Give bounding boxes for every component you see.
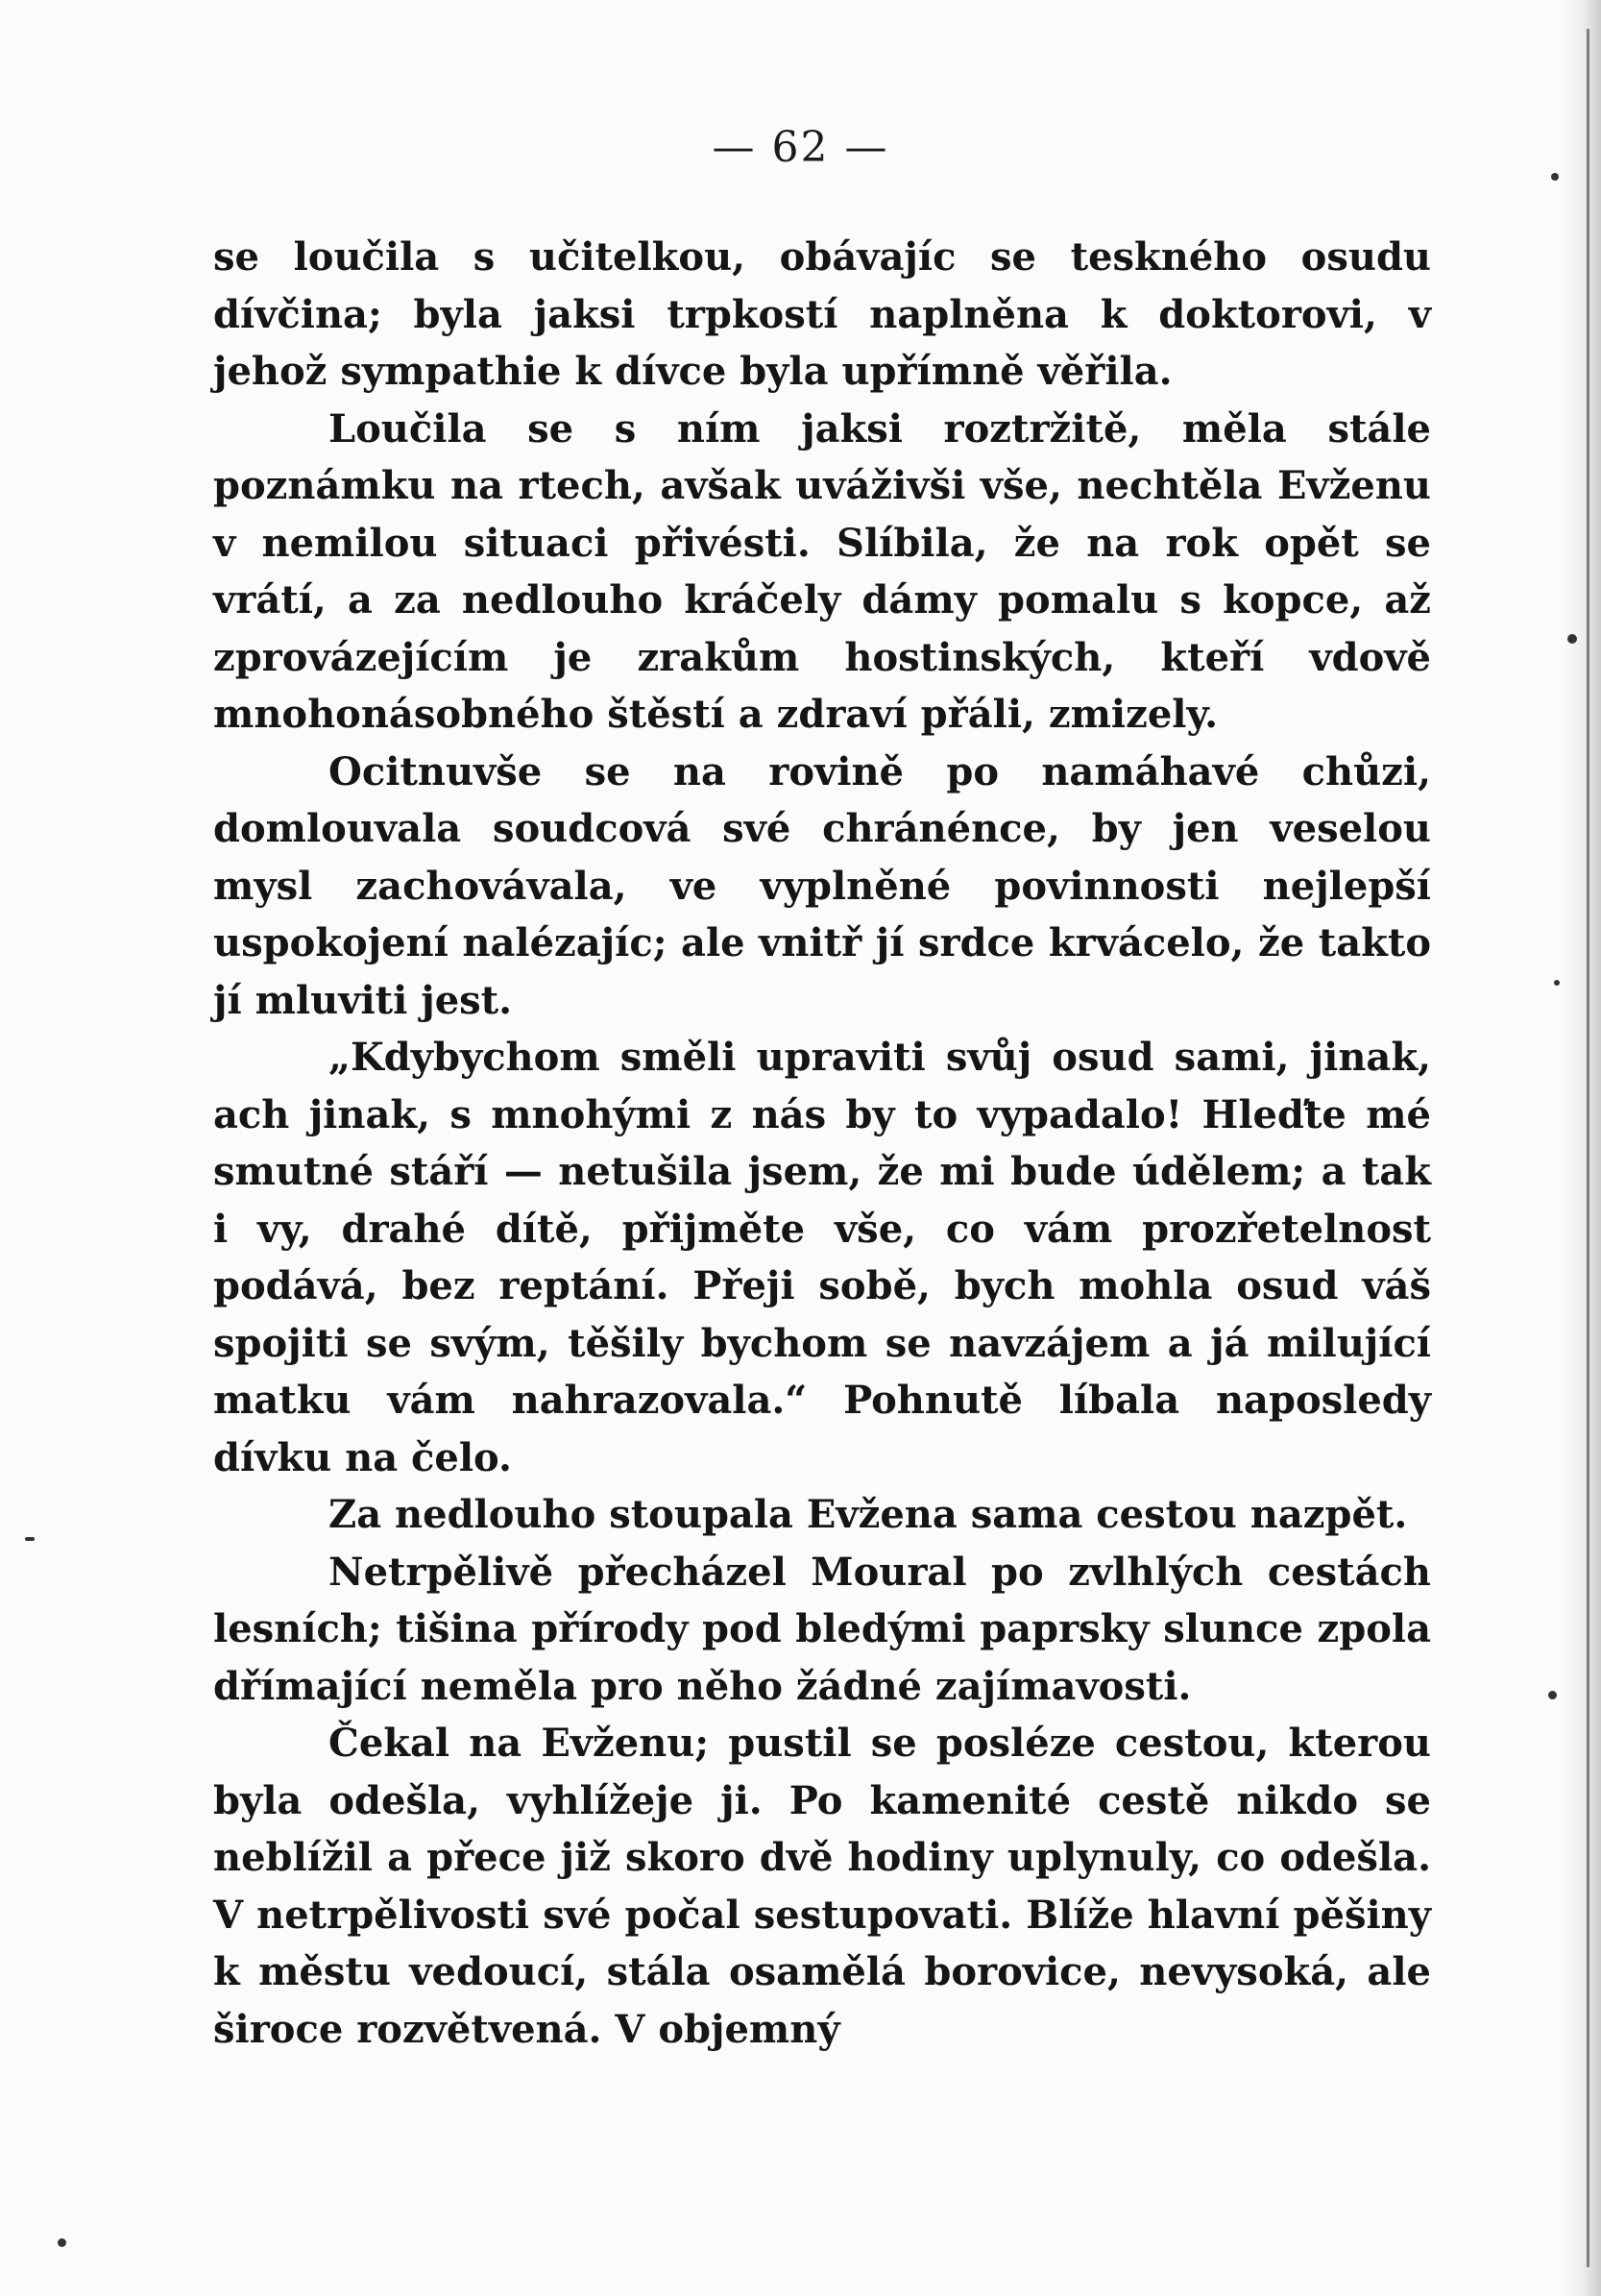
paragraph-3: Ocitnuvše se na rovině po namáhavé chůzi, domlouvala soudcová své chránénce, by jen veselou mysl zachovávala, ve vyplněné povinnosti nejlepší uspokojení nalézajíc; ale vnitř jí srdce krvácelo, že takto jí mluviti jest. — [213, 748, 1431, 1023]
paragraph-5: Za nedlouho stoupala Evžena sama cestou nazpět. — [328, 1492, 1408, 1537]
paragraph-7: Čekal na Evženu; pustil se posléze cestou, kterou byla odešla, vyhlížeje ji. Po kamenité cestě nikdo se neblížil a přece již skoro dvě hodiny uplynuly, co odešla. V netrpělivosti své počal sestupovati. Blíže hlavní pěšiny k městu vedoucí, stála osamělá borovice, nevysoká, ale široce rozvětvená. V objemný — [213, 1721, 1431, 2052]
scan-speck — [1554, 980, 1560, 986]
page-number: — 62 — — [712, 123, 889, 172]
scan-speck — [1548, 1691, 1557, 1699]
scan-speck — [25, 1537, 35, 1541]
scan-speck — [1567, 634, 1577, 644]
page-edge-shadow — [1563, 0, 1601, 2296]
paragraph-6: Netrpělivě přecházel Moural po zvlhlých cestách lesních; tišina přírody pod bledými paprsky slunce zpola dřímající neměla pro něho žádné zajímavosti. — [213, 1549, 1431, 1709]
scan-speck — [1551, 173, 1559, 181]
body-text — [213, 229, 1431, 2058]
paragraph-2: Loučila se s ním jaksi roztržitě, měla stále poznámku na rtech, avšak uváživši vše, nechtěla Evženu v nemilou situaci přivésti. Slíbila, že na rok opět se vrátí, a za nedlouho kráčely dámy pomalu s kopce, až zprovázejícím je zrakům hostinských, kteří vdově mnohonásobného štěstí a zdraví přáli, zmizely. — [213, 405, 1431, 737]
paragraph-1: se loučila s učitelkou, obávajíc se teskného osudu dívčina; byla jaksi trpkostí naplněna k doktorovi, v jehož sympathie k dívce byla upřímně věřila. — [213, 234, 1431, 394]
scan-speck — [58, 2238, 66, 2247]
page-edge-line — [1587, 29, 1589, 2267]
paragraph-4: „Kdybychom směli upraviti svůj osud sami, jinak, ach jinak, s mnohými z nás by to vypadalo! Hleďte mé smutné stáří — netušila jsem, že mi bude údělem; a tak i vy, drahé dítě, přijměte vše, co vám prozřetelnost podává, bez reptání. Přeji sobě, bych mohla osud váš spojiti se svým, těšily bychom se navzájem a já milující matku vám nahrazovala.“ Pohnutě líbala naposledy dívku na čelo. — [213, 1035, 1431, 1480]
